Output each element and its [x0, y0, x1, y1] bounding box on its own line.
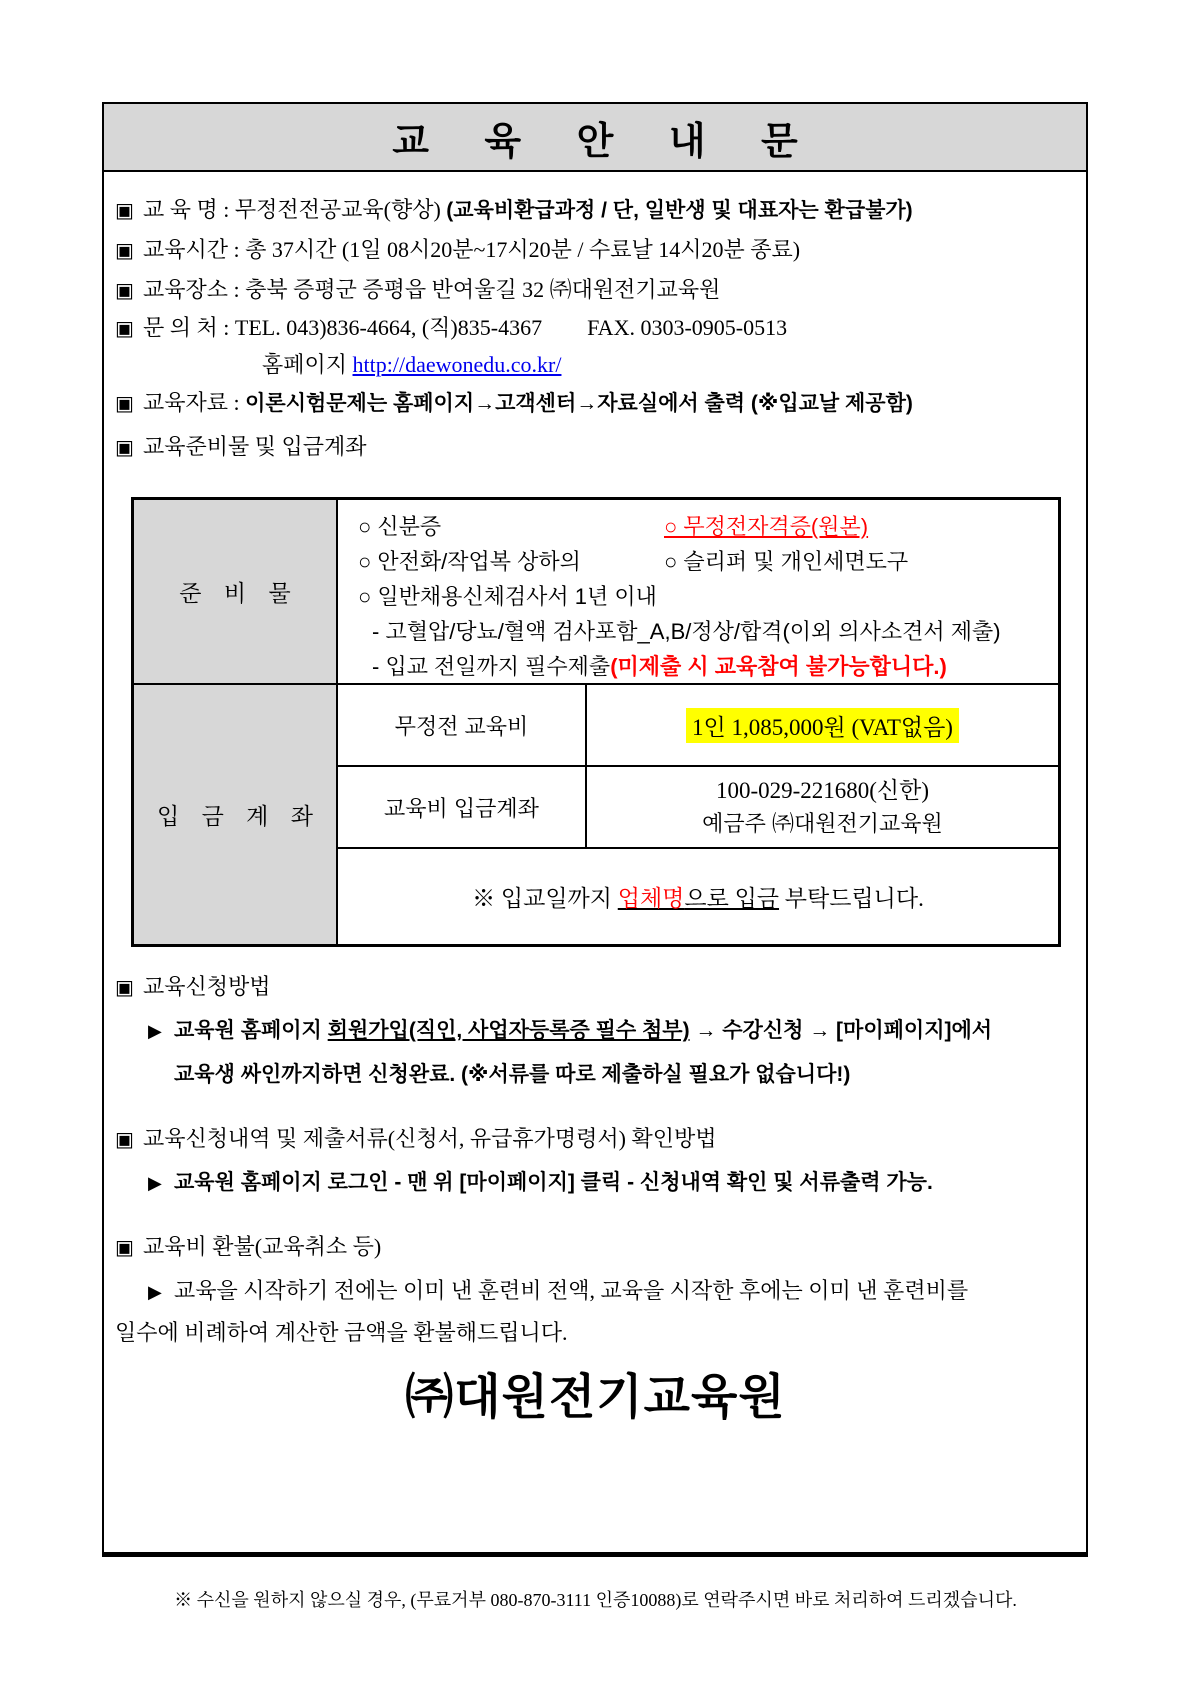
prep-line-5 [358, 648, 1058, 683]
square-bullet-icon: ▣ [115, 1129, 134, 1151]
square-bullet-icon: ▣ [115, 977, 134, 999]
homepage-link[interactable]: http://daewonedu.co.kr/ [352, 352, 562, 377]
account-row [338, 767, 1058, 847]
prep-slippers: ○ 슬리퍼 및 개인세면도구 [664, 549, 909, 574]
fee-label-cell: 무정전 교육비 [338, 685, 585, 765]
apply-step-line [148, 1014, 992, 1044]
apply-step-post: → 수강신청 → [마이페이지]에서 [689, 1019, 993, 1042]
prep-medical-check: ○ 일반채용신체검사서 1년 이내 [358, 584, 657, 609]
prep-line-4 [358, 613, 1058, 648]
arrow-bullet-icon: ▶ [148, 1282, 162, 1302]
square-bullet-icon: ▣ [115, 200, 134, 222]
square-bullet-icon: ▣ [115, 393, 134, 415]
apply-complete-text: 교육생 싸인까지하면 신청완료. (※서류를 따로 제출하실 필요가 없습니다!) [174, 1063, 851, 1086]
square-bullet-icon: ▣ [115, 318, 134, 340]
refund-header-line [115, 1230, 381, 1261]
page-title: 교 육 안 내 문 [392, 120, 816, 163]
deposit-note-prefix: ※ 입교일까지 [472, 886, 618, 911]
prep-header-line [115, 430, 367, 461]
square-bullet-icon: ▣ [115, 280, 134, 302]
prep-header-label: 교육준비물 및 입금계좌 [143, 434, 367, 459]
square-bullet-icon: ▣ [115, 1237, 134, 1259]
deposit-note-row [338, 849, 1058, 944]
apply-header: 교육신청방법 [143, 974, 271, 999]
prep-workwear: ○ 안전화/작업복 상하의 [358, 549, 581, 574]
course-name-label: 교 육 명 : [143, 197, 235, 222]
opt-out-footer: ※ 수신을 원하지 않으실 경우, (무료거부 080-870-3111 인증10088)로 연락주시면 바로 처리하여 드리겠습니다. [174, 1590, 1017, 1610]
prep-content-cell [338, 500, 1058, 683]
course-place-label: 교육장소 : [143, 277, 246, 302]
prep-header-cell: 준 비 물 [134, 500, 336, 683]
refund-text-1: 교육을 시작하기 전에는 이미 낸 훈련비 전액, 교육을 시작한 후에는 이미 낸 훈련비를 [174, 1278, 969, 1303]
deposit-note-underlined: 으로 입금 [684, 886, 780, 911]
prep-license: ○ 무정전자격증(원본) [664, 514, 869, 539]
fee-value-cell [587, 685, 1058, 765]
table-row-deposit [134, 685, 1058, 944]
deposit-content [338, 685, 1058, 944]
refund-line-1 [148, 1274, 968, 1305]
confirm-header: 교육신청내역 및 제출서류(신청서, 유급휴가명령서) 확인방법 [143, 1126, 717, 1151]
prep-medical-detail: - 고혈압/당뇨/혈액 검사포함_A,B/정상/합격(이외 의사소견서 제출) [372, 619, 1001, 644]
refund-line-2 [115, 1316, 568, 1347]
account-number: 100-029-221680(신한) [715, 778, 930, 803]
contact-fax: FAX. 0303-0905-0513 [587, 315, 788, 340]
material-label: 교육자료 : [143, 390, 246, 415]
deposit-header-cell: 입 금 계 좌 [134, 685, 336, 944]
course-name-note: (교육비환급과정 / 단, 일반생 및 대표자는 환급불가) [446, 199, 913, 222]
arrow-bullet-icon: ▶ [148, 1021, 162, 1041]
square-bullet-icon: ▣ [115, 437, 134, 459]
prep-deposit-table [131, 497, 1061, 947]
prep-line-3 [358, 578, 1058, 613]
homepage-label: 홈페이지 [262, 352, 353, 377]
company-logo: ㈜대원전기교육원 [405, 1371, 786, 1424]
apply-complete-line [174, 1058, 850, 1088]
prep-deadline: - 입교 전일까지 필수제출 [372, 654, 611, 679]
apply-step-signup: 회원가입(직인, 사업자등록증 필수 첨부) [327, 1019, 690, 1042]
arrow-bullet-icon: ▶ [148, 1173, 162, 1193]
fee-amount-highlight: 1인 1,085,000원 (VAT없음) [686, 708, 959, 743]
confirm-header-line [115, 1122, 716, 1153]
square-bullet-icon: ▣ [115, 240, 134, 262]
account-value-cell [587, 767, 1058, 847]
prep-line-2 [358, 543, 1058, 578]
apply-header-line [115, 970, 271, 1001]
prep-id-card: ○ 신분증 [358, 514, 442, 539]
deposit-note-suffix: 부탁드립니다. [779, 886, 924, 911]
refund-header: 교육비 환불(교육취소 등) [143, 1234, 382, 1259]
contact-label: 문 의 처 : [143, 315, 235, 340]
course-name-line [115, 193, 913, 224]
material-line [115, 386, 913, 417]
course-place-value: 충북 증평군 증평읍 반여울길 32 ㈜대원전기교육원 [245, 277, 721, 302]
confirm-step-line [148, 1166, 933, 1196]
course-place-line [115, 273, 720, 304]
fee-row [338, 685, 1058, 765]
account-label-cell: 교육비 입금계좌 [338, 767, 585, 847]
prep-deadline-warning: (미제출 시 교육참여 불가능합니다.) [610, 654, 947, 679]
table-row-prep [134, 500, 1058, 683]
account-holder: 예금주 ㈜대원전기교육원 [702, 811, 943, 836]
course-time-value: 총 37시간 (1일 08시20분~17시20분 / 수료날 14시20분 종료) [245, 237, 801, 262]
contact-tel: TEL. 043)836-4664, (직)835-4367 [234, 315, 543, 340]
prep-line-1 [358, 508, 1058, 543]
course-time-line [115, 233, 800, 264]
material-value: 이론시험문제는 홈페이지→고객센터→자료실에서 출력 (※입교날 제공함) [245, 392, 913, 415]
refund-text-2: 일수에 비례하여 계산한 금액을 환불해드립니다. [115, 1320, 568, 1345]
course-time-label: 교육시간 : [143, 237, 246, 262]
apply-step-pre: 교육원 홈페이지 [174, 1019, 328, 1042]
contact-line [115, 311, 787, 342]
deposit-note-company: 업체명 [617, 886, 685, 911]
confirm-step-text: 교육원 홈페이지 로그인 - 맨 위 [마이페이지] 클릭 - 신청내역 확인 및 서류출력 가능. [174, 1171, 933, 1194]
course-name-value: 무정전전공교육(향상) [234, 197, 447, 222]
homepage-line [262, 348, 561, 379]
title-box [102, 102, 1088, 172]
